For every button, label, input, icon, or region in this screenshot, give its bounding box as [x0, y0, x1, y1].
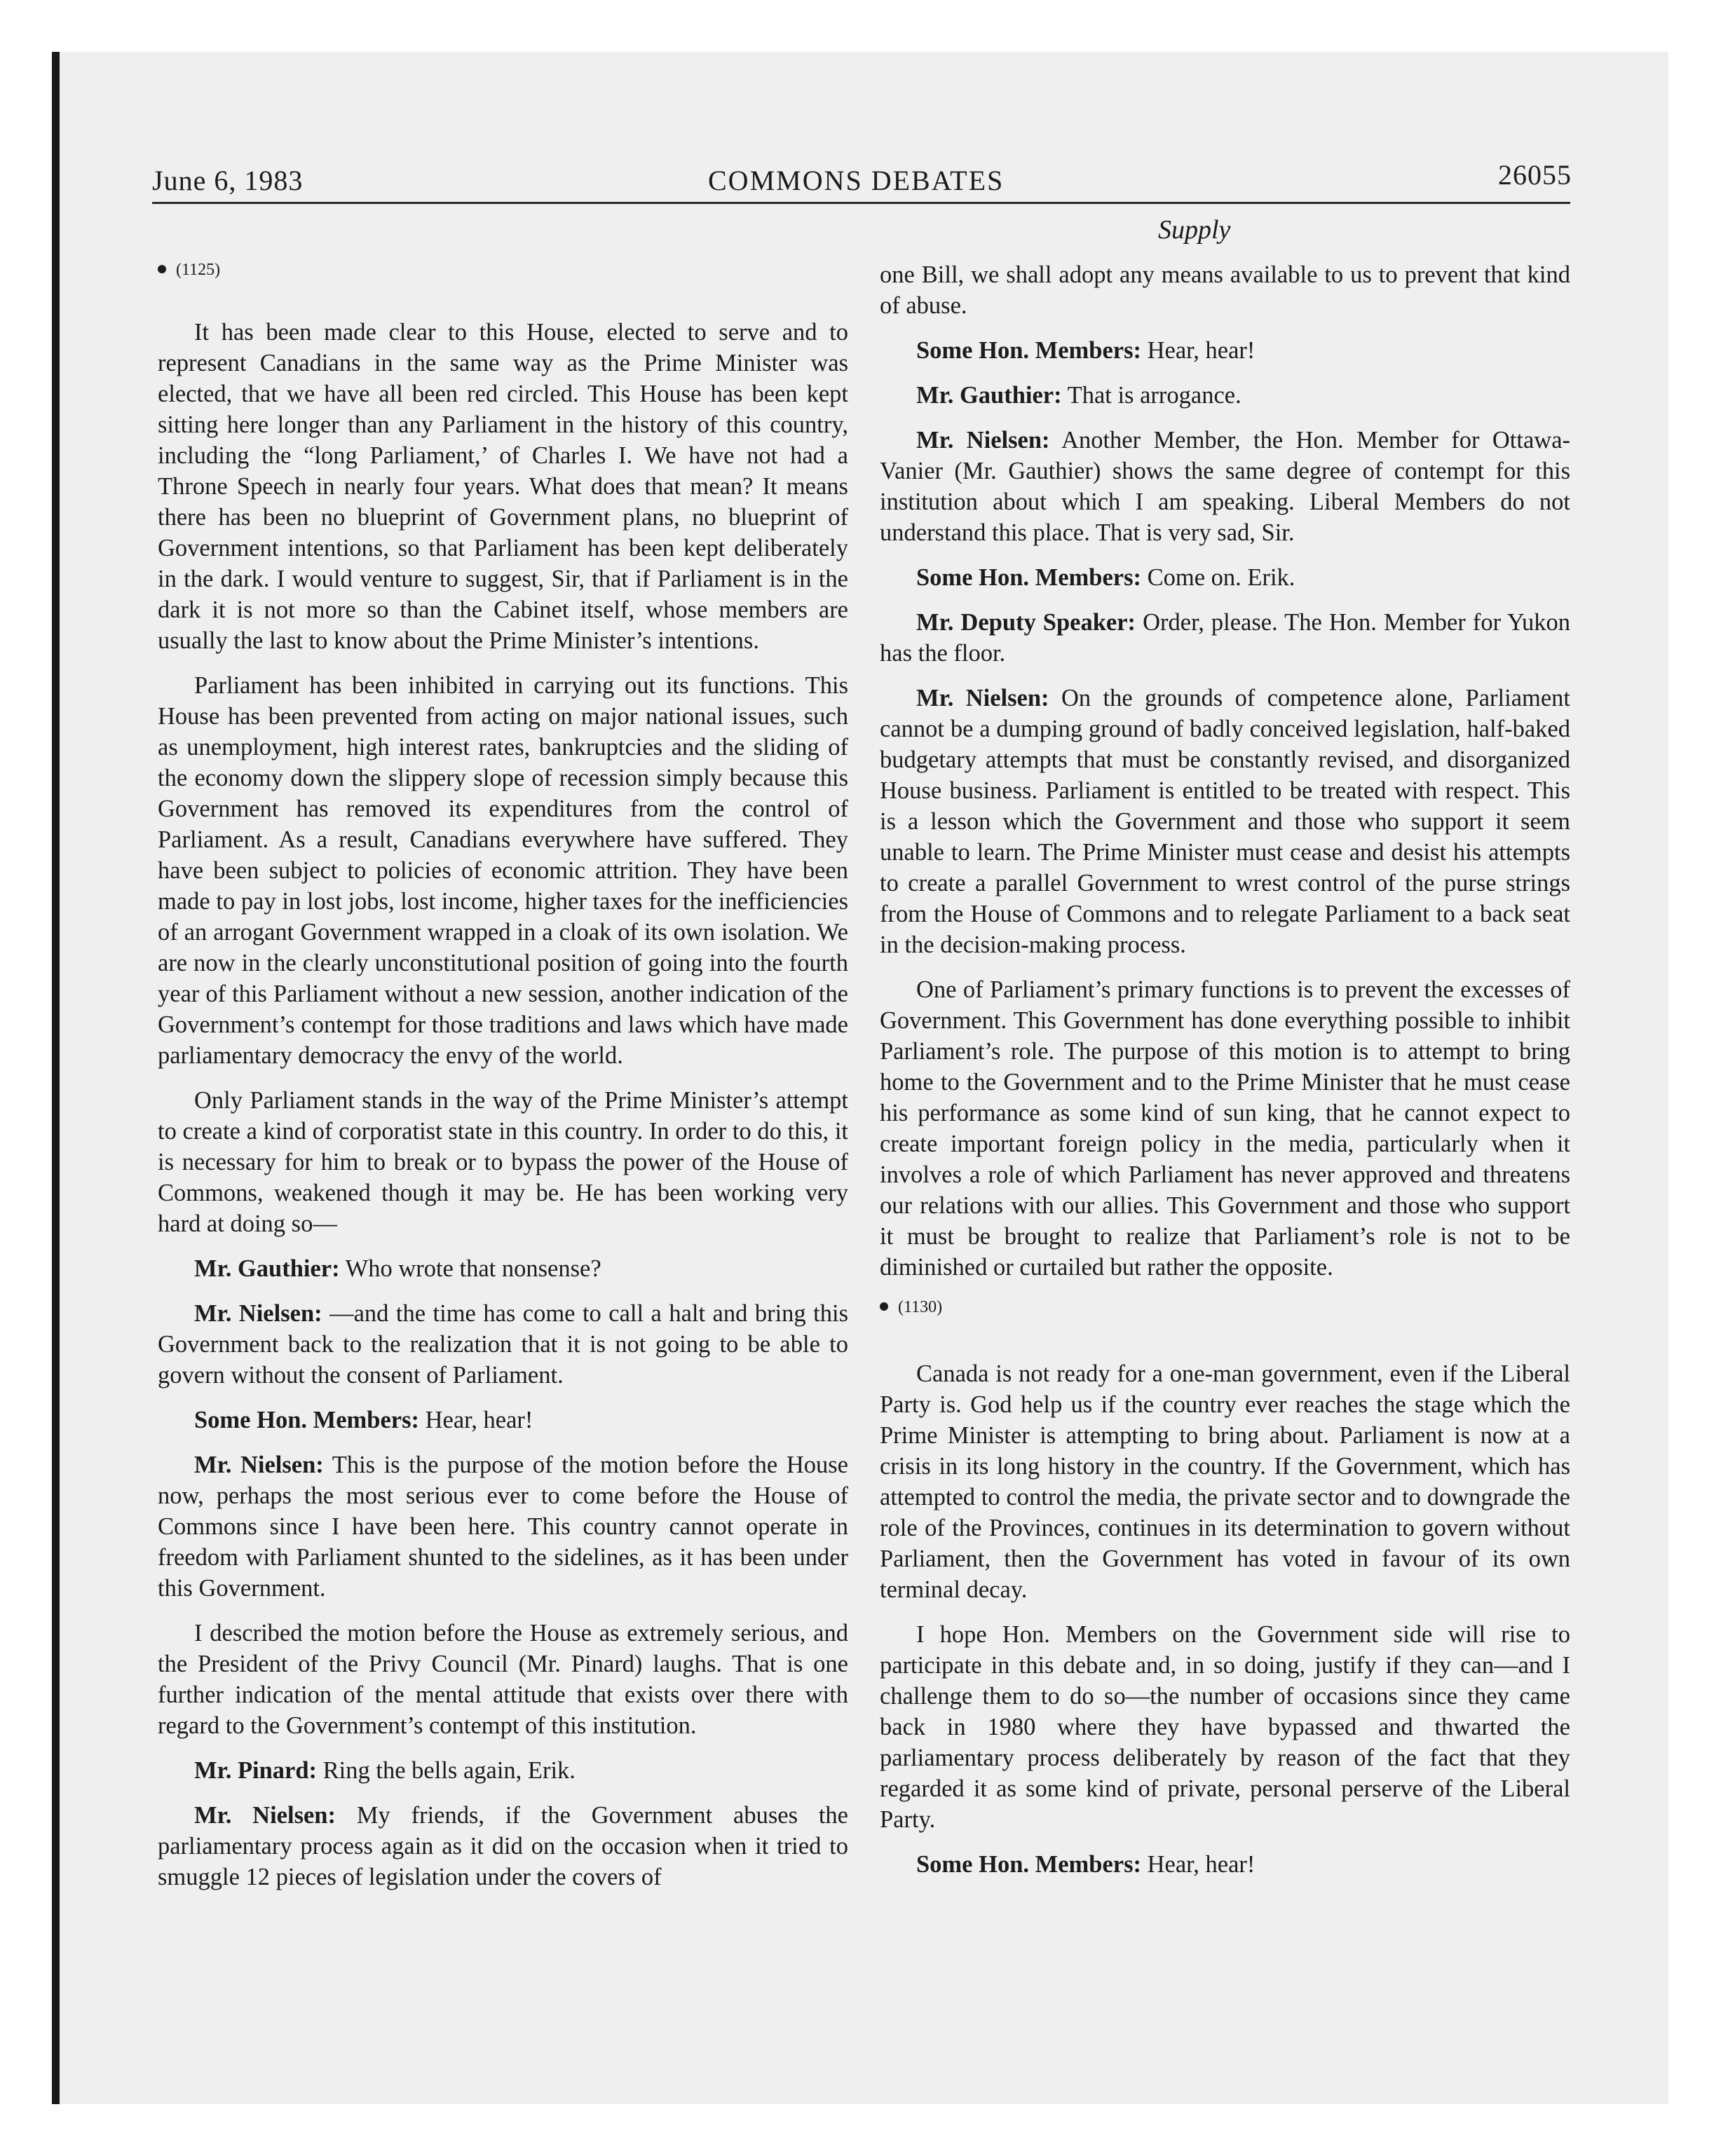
right-column — [880, 259, 1570, 1894]
paragraph — [880, 425, 1570, 548]
paragraph-text: Hear, hear! — [1147, 337, 1256, 364]
paragraph-text: Another Member, the Hon. Member for Ottawa-Vanier (Mr. Gauthier) shows the same degree of contempt for this institution about which I am speaking. Liberal Members do not understand this place. That is very sad, Sir. — [880, 427, 1570, 546]
speaker-name: Mr. Pinard: — [194, 1757, 318, 1784]
speaker-name: Mr. Nielsen: — [916, 685, 1049, 711]
binding-edge — [52, 52, 60, 2104]
paragraph-text: I described the motion before the House as extremely serious, and the President of the Privy Council (Mr. Pinard) laughs. That is one further indication of the mental attitude that exists over there with regard to the Government’s contempt of this institution. — [158, 1620, 848, 1739]
header-date: June 6, 1983 — [152, 165, 304, 196]
section-title: Supply — [1158, 215, 1231, 245]
paragraph — [880, 335, 1570, 366]
paragraph — [880, 1849, 1570, 1880]
paragraph — [158, 670, 848, 1071]
speaker-name: Some Hon. Members: — [194, 1407, 419, 1433]
paragraph-text: Order, please. The Hon. Member for Yukon has the floor. — [880, 609, 1571, 667]
paragraph-text: Come on. Erik. — [1147, 564, 1295, 591]
paragraph — [158, 1755, 848, 1786]
paragraph-text: On the grounds of competence alone, Parliament cannot be a dumping ground of badly conceived legislation, half-baked budgetary attempts that must be constantly revised, and disorganized House business. Parliament is entitled to be treated with respect. This is a lesson which the Government and those who support it seem unable to learn. The Prime Minister must cease and desist his attempts to create a parallel Government to wrest control of the purse strings from the House of Commons and to relegate Parliament to a back seat in the decision-making process. — [880, 685, 1570, 958]
bullet-icon — [158, 265, 166, 273]
paragraph — [158, 1405, 848, 1435]
speaker-name: Mr. Gauthier: — [916, 382, 1062, 409]
paragraph — [880, 1619, 1570, 1835]
paragraph-text: I hope Hon. Members on the Government side will rise to participate in this debate and, in so doing, justify if they can—and I challenge them to do so—the number of occasions since they came back in 1980 where they have bypassed and thwarted the parliamentary process deliberately by reason of the fact that they regarded it as some kind of private, personal perserve of the Liberal Party. — [880, 1621, 1570, 1833]
right-paragraphs-bottom — [880, 1358, 1570, 1880]
speaker-name: Mr. Nielsen: — [916, 427, 1050, 453]
speaker-name: Some Hon. Members: — [916, 1851, 1141, 1878]
paragraph-text: This is the purpose of the motion before the House now, perhaps the most serious ever to come before the House of Commons since I have been here. This country cannot operate in freedom with Parliament shunted to the sidelines, as it has been under this Government. — [158, 1452, 848, 1602]
paragraph — [158, 317, 848, 656]
speaker-name: Mr. Nielsen: — [194, 1300, 322, 1327]
paragraph-text: One of Parliament’s primary functions is to prevent the excesses of Government. This Government has done everything possible to inhibit Parliament’s role. The purpose of this motion is to attempt to bring home to the Government and to the Prime Minister that he must cease his performance as some kind of sun king, that he cannot expect to create important foreign policy in the media, particularly when it involves a role of which Parliament has never approved and threatens our relations with our allies. This Government and those who support it must be brought to realize that Parliament’s role is not to be diminished or curtailed but rather the opposite. — [880, 976, 1570, 1281]
speaker-name: Some Hon. Members: — [916, 564, 1141, 591]
paragraph-text: Who wrote that nonsense? — [345, 1255, 601, 1282]
paragraph-text: Canada is not ready for a one-man government, even if the Liberal Party is. God help us if the country ever reaches the stage which the Prime Minister is attempting to bring about. Parliament is now at a crisis in its long history in the country. If the Government, which has attempted to control the media, the private sector and to downgrade the role of the Provinces, continues in its determination to govern without Parliament, then the Government has voted in favour of its own terminal decay. — [880, 1360, 1570, 1603]
speaker-name: Mr. Nielsen: — [194, 1452, 324, 1478]
paragraph — [880, 974, 1570, 1283]
speaker-name: Some Hon. Members: — [916, 337, 1141, 364]
paragraph-text: Ring the bells again, Erik. — [322, 1757, 576, 1784]
paragraph — [880, 380, 1570, 411]
time-marker — [158, 259, 848, 280]
speaker-name: Mr. Deputy Speaker: — [916, 609, 1136, 636]
time-marker-label: (1130) — [898, 1298, 943, 1316]
paragraph — [158, 1298, 848, 1391]
paragraph — [880, 562, 1570, 593]
left-paragraphs — [158, 317, 848, 1892]
bullet-icon — [880, 1302, 888, 1311]
paragraph-text: Parliament has been inhibited in carrying out its functions. This House has been prevented from acting on major national issues, such as unemployment, high interest rates, bankruptcies and the sliding of the economy down the slippery slope of recession simply because this Government has removed its expenditures from the control of Parliament. As a result, Canadians everywhere have suffered. They have been subject to policies of economic attrition. They have been made to pay in lost jobs, lost income, higher taxes for the inefficiencies of an arrogant Government wrapped in a cloak of its own isolation. We are now in the clearly unconstitutional position of going into the fourth year of this Parliament without a new session, another indication of the Government’s contempt for those traditions and laws which have made parliamentary democracy the envy of the world. — [158, 672, 848, 1069]
speaker-name: Mr. Gauthier: — [194, 1255, 340, 1282]
paragraph — [158, 1449, 848, 1604]
paragraph — [880, 1358, 1570, 1605]
paragraph — [158, 1800, 848, 1892]
paragraph — [158, 1085, 848, 1239]
paragraph-text: Hear, hear! — [425, 1407, 533, 1433]
header-page-number: 26055 — [1498, 159, 1572, 191]
speaker-name: Mr. Nielsen: — [194, 1802, 336, 1829]
left-column — [158, 259, 848, 1906]
paragraph — [880, 683, 1570, 960]
paragraph — [158, 1618, 848, 1741]
paragraph-text: My friends, if the Government abuses the parliamentary process again as it did on the occasion when it tried to smuggle 12 pieces of legislation under the covers of — [158, 1802, 848, 1890]
right-paragraphs-top — [880, 259, 1570, 1283]
time-marker-label: (1125) — [176, 261, 221, 279]
paragraph — [880, 607, 1570, 669]
paragraph — [158, 1253, 848, 1284]
paragraph-text: —and the time has come to call a halt and bring this Government back to the realization that it is not going to be able to govern without the consent of Parliament. — [158, 1300, 848, 1389]
header-title: COMMONS DEBATES — [708, 165, 1005, 196]
paragraph — [880, 259, 1570, 321]
paragraph-text: It has been made clear to this House, elected to serve and to represent Canadians in the same way as the Prime Minister was elected, that we have all been red circled. This House has been kept sitting here longer than any Parliament in the history of this country, including the “long Parliament,’ of Charles I. We have not had a Throne Speech in nearly four years. What does that mean? It means there has been no blueprint of Government plans, no blueprint of Government intentions, so that Parliament has been kept deliberately in the dark. I would venture to suggest, Sir, that if Parliament is in the dark it is not more so than the Cabinet itself, whose members are usually the last to know about the Prime Minister’s intentions. — [158, 319, 848, 654]
header-rule — [152, 202, 1570, 204]
time-marker — [880, 1297, 1570, 1318]
paragraph-text: That is arrogance. — [1067, 382, 1241, 409]
paragraph-text: Only Parliament stands in the way of the Prime Minister’s attempt to create a kind of corporatist state in this country. In order to do this, it is necessary for him to break or to bypass the power of the House of Commons, weakened though it may be. He has been working very hard at doing so— — [158, 1087, 848, 1237]
paragraph-text: Hear, hear! — [1147, 1851, 1256, 1878]
paragraph-text: one Bill, we shall adopt any means available to us to prevent that kind of abuse. — [880, 261, 1570, 319]
